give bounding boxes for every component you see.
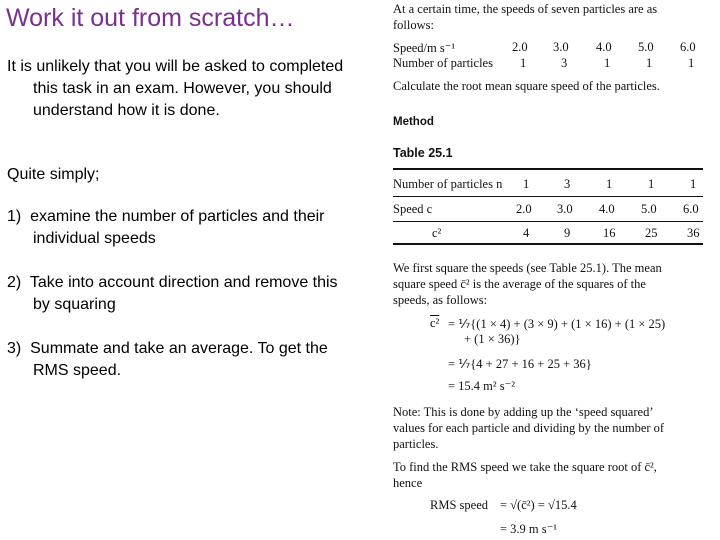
rms-equation: = √(c̄²) = √15.4: [500, 498, 577, 512]
question-line-1: At a certain time, the speeds of seven particles are as: [393, 2, 658, 16]
table-c: 3.0: [557, 202, 573, 216]
step-3: 3) Summate and take an average. To get the RMS speed.: [7, 340, 328, 379]
equation-line: = ⅐{(1 × 4) + (3 × 9) + (1 × 16) + (1 × 25): [448, 317, 666, 331]
table-row1-label: Number of particles n: [393, 177, 503, 191]
slide-title: Work it out from scratch…: [6, 4, 295, 32]
quite-simply-text: Quite simply;: [7, 166, 100, 183]
table-n: 1: [690, 177, 697, 191]
note-line: particles.: [393, 437, 439, 451]
given-number: 1: [646, 56, 653, 70]
given-number: 3: [561, 56, 568, 70]
rms-line: hence: [393, 476, 423, 490]
table-c2: 16: [603, 226, 616, 240]
note-line: Note: This is done by adding up the ‘speed squared’: [393, 405, 654, 419]
rms-label: RMS speed: [430, 498, 488, 512]
given-speed: 5.0: [638, 40, 654, 54]
given-number: 1: [688, 56, 695, 70]
rms-result: = 3.9 m s⁻¹: [500, 522, 557, 536]
table-row3-label: c²: [432, 226, 442, 240]
table-bottom-rule: [393, 243, 703, 245]
table-c: 2.0: [516, 202, 532, 216]
given-speed-label: Speed/m s⁻¹: [393, 41, 456, 55]
question-line-2: follows:: [393, 18, 434, 32]
table-n: 1: [606, 177, 613, 191]
table-c: 5.0: [641, 202, 657, 216]
table-c2: 9: [564, 226, 571, 240]
table-n: 1: [523, 177, 530, 191]
rms-line: To find the RMS speed we take the square root of c̄²,: [393, 460, 657, 474]
note-line: values for each particle and dividing by the number of: [393, 421, 665, 435]
table-n: 1: [648, 177, 655, 191]
method-para-line: We first square the speeds (see Table 25.1). The mean: [393, 261, 662, 275]
table-c: 4.0: [599, 202, 615, 216]
given-number: 1: [604, 56, 611, 70]
given-speed: 4.0: [596, 40, 612, 54]
given-speed: 6.0: [680, 40, 696, 54]
table-c2: 36: [687, 226, 700, 240]
intro-paragraph: It is unlikely that you will be asked to completed this task in an exam. However, you should understand how it is done.: [7, 58, 344, 119]
calculate-prompt: Calculate the root mean square speed of the particles.: [393, 79, 660, 93]
step-2: 2) Take into account direction and remove this by squaring: [7, 274, 338, 313]
table-mid-rule: [393, 221, 703, 222]
given-number-label: Number of particles: [393, 56, 493, 70]
method-heading: Method: [393, 116, 434, 128]
table-mid-rule: [393, 196, 703, 197]
textbook-scan: [390, 0, 720, 540]
table-n: 3: [564, 177, 571, 191]
table-caption: Table 25.1: [393, 146, 453, 160]
method-para-line: square speed c̄² is the average of the squares of the: [393, 277, 646, 291]
given-speed: 2.0: [512, 40, 528, 54]
table-top-rule: [393, 168, 703, 170]
method-para-line: speeds, as follows:: [393, 293, 488, 307]
equation-result: = 15.4 m² s⁻²: [448, 379, 515, 393]
equation-lhs: c²: [430, 316, 440, 330]
given-speed: 3.0: [553, 40, 569, 54]
given-number: 1: [520, 56, 527, 70]
equation-line: + (1 × 36)}: [464, 332, 521, 346]
table-c2: 25: [645, 226, 658, 240]
table-c2: 4: [523, 226, 530, 240]
table-row2-label: Speed c: [393, 202, 433, 216]
table-c: 6.0: [683, 202, 699, 216]
equation-line: = ⅐{4 + 27 + 16 + 25 + 36}: [448, 357, 592, 371]
step-1: 1) examine the number of particles and their individual speeds: [7, 208, 325, 247]
